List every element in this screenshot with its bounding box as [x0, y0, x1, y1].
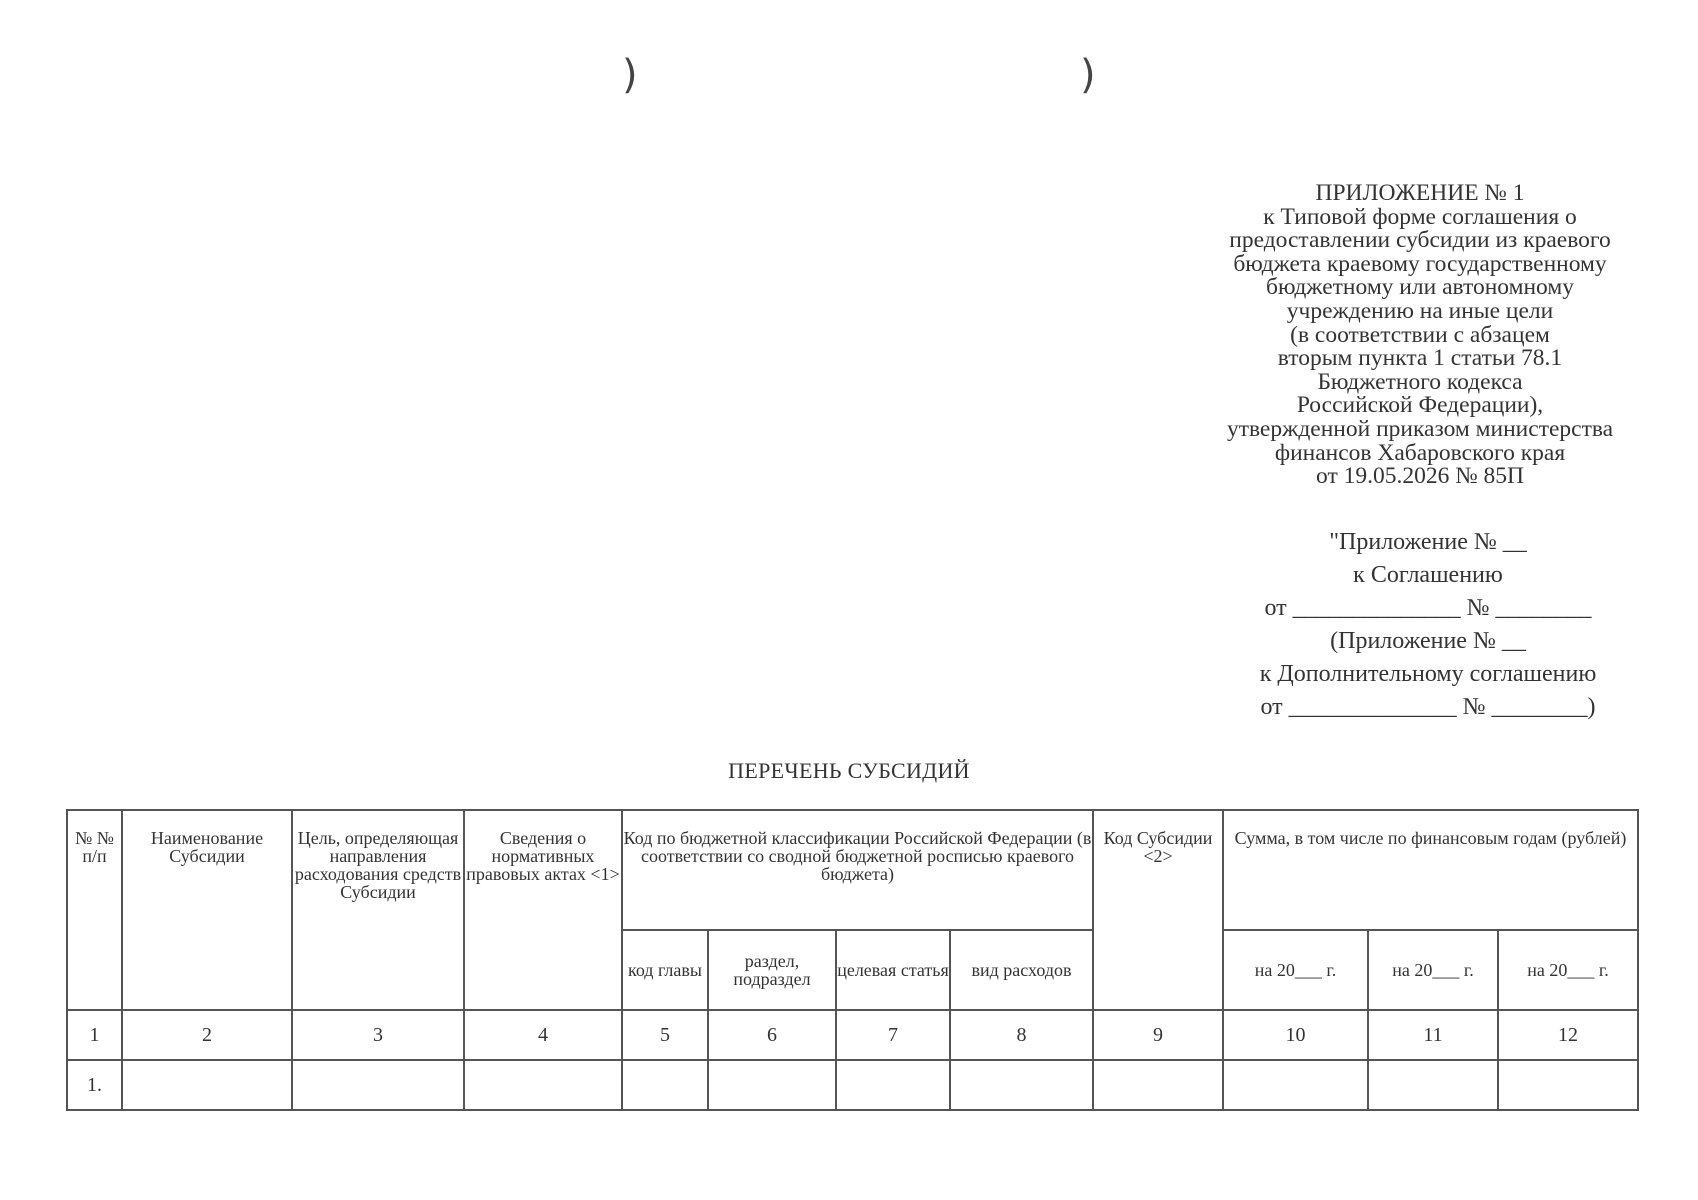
agreement-line: к Дополнительному соглашению — [1259, 661, 1597, 687]
punch-hole-mark: ) — [622, 52, 638, 98]
column-number: 9 — [1093, 1010, 1223, 1060]
agreement-line: от ______________ № ________) — [1260, 694, 1596, 720]
appendix-line: утвержденной приказом министерства — [1226, 415, 1614, 442]
table-cell — [1498, 1060, 1638, 1110]
column-number: 12 — [1498, 1010, 1638, 1060]
subheader-chapter-code: код главы — [622, 930, 708, 1010]
column-number: 1 — [67, 1010, 122, 1060]
appendix-line: Бюджетного кодекса — [1317, 368, 1523, 395]
header-sum: Сумма, в том числе по финансовым годам (рублей) — [1223, 810, 1638, 930]
table-cell — [1368, 1060, 1498, 1110]
appendix-header — [1160, 182, 1680, 489]
appendix-line: бюджетному или автономному — [1266, 274, 1574, 301]
table-cell — [708, 1060, 836, 1110]
agreement-header — [1188, 526, 1668, 724]
header-acts: Сведения о нормативных правовых актах <1> — [464, 810, 622, 1010]
subheader-year: на 20___ г. — [1223, 930, 1368, 1010]
agreement-line: к Соглашению — [1353, 562, 1503, 588]
column-number: 10 — [1223, 1010, 1368, 1060]
subsidies-table — [66, 809, 1639, 1111]
punch-hole-mark: ) — [1080, 52, 1096, 98]
subheader-year: на 20___ г. — [1498, 930, 1638, 1010]
appendix-line: Российской Федерации), — [1296, 392, 1544, 419]
appendix-line: от 19.05.2026 № 85П — [1316, 463, 1524, 490]
column-number: 7 — [836, 1010, 950, 1060]
header-subsidy-code: Код Субсидии <2> — [1093, 810, 1223, 1010]
list-title: ПЕРЕЧЕНЬ СУБСИДИЙ — [728, 758, 970, 783]
agreement-line: "Приложение № __ — [1329, 529, 1527, 555]
header-name: Наименование Субсидии — [122, 810, 292, 1010]
appendix-line: финансов Хабаровского края — [1274, 439, 1566, 466]
header-goal: Цель, определяющая направления расходования средств Субсидии — [292, 810, 464, 1010]
subheader-target-article: целевая статья — [836, 930, 950, 1010]
appendix-line: предоставлении субсидии из краевого — [1229, 227, 1611, 254]
table-header-row — [67, 810, 1638, 930]
column-number: 11 — [1368, 1010, 1498, 1060]
column-number: 2 — [122, 1010, 292, 1060]
table-row — [67, 1060, 1638, 1110]
column-number-row — [67, 1010, 1638, 1060]
table-cell — [836, 1060, 950, 1110]
column-number: 3 — [292, 1010, 464, 1060]
row-number-cell: 1. — [67, 1060, 122, 1110]
agreement-line: (Приложение № __ — [1330, 628, 1526, 654]
agreement-line: от ______________ № ________ — [1264, 595, 1592, 621]
header-num: № № п/п — [67, 810, 122, 1010]
subheader-year: на 20___ г. — [1368, 930, 1498, 1010]
table-cell — [622, 1060, 708, 1110]
column-number: 6 — [708, 1010, 836, 1060]
column-number: 4 — [464, 1010, 622, 1060]
appendix-line: вторым пункта 1 статьи 78.1 — [1277, 345, 1563, 372]
column-number: 8 — [950, 1010, 1093, 1060]
table-cell — [950, 1060, 1093, 1110]
appendix-line: (в соответствии с абзацем — [1290, 321, 1550, 348]
table-cell — [1223, 1060, 1368, 1110]
table-cell — [464, 1060, 622, 1110]
appendix-line: бюджета краевому государственному — [1233, 250, 1607, 277]
appendix-line: к Типовой форме соглашения о — [1263, 203, 1577, 230]
table-cell — [122, 1060, 292, 1110]
table-cell — [292, 1060, 464, 1110]
subheader-expense-type: вид расходов — [950, 930, 1093, 1010]
subheader-section: раздел, подраздел — [708, 930, 836, 1010]
table-cell — [1093, 1060, 1223, 1110]
appendix-line: ПРИЛОЖЕНИЕ № 1 — [1315, 180, 1525, 206]
appendix-line: учреждению на иные цели — [1286, 297, 1554, 324]
column-number: 5 — [622, 1010, 708, 1060]
header-budget-code: Код по бюджетной классификации Российской Федерации (в соответствии со сводной бюджетной росписью краевого бюджета) — [622, 810, 1093, 930]
